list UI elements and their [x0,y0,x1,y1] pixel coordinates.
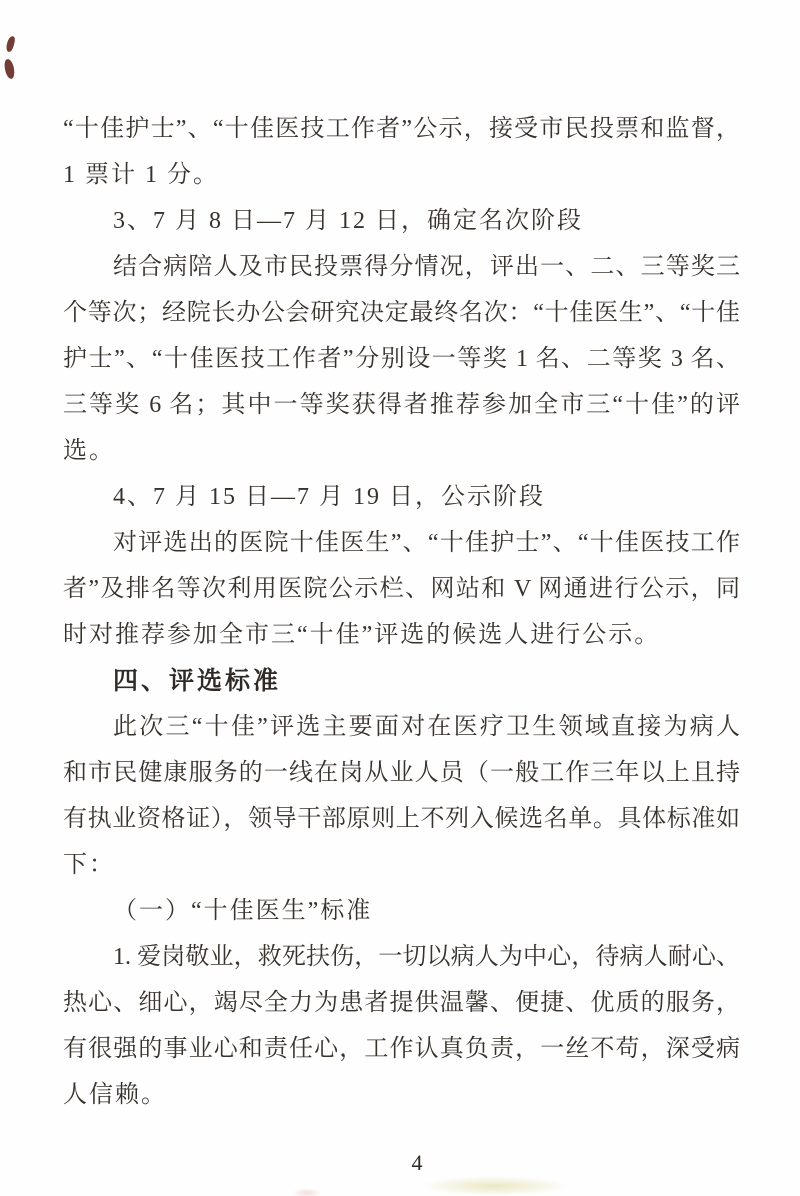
doc-line: 护士”、“十佳医技工作者”分别设一等奖 1 名、二等奖 3 名、 [63,346,740,372]
doc-line: 热心、细心，竭尽全力为患者提供温馨、便捷、优质的服务， [63,990,740,1016]
doc-line: 此次三“十佳”评选主要面对在医疗卫生领域直接为病人 [113,714,740,740]
doc-line: 时对推荐参加全市三“十佳”评选的候选人进行公示。 [63,622,661,648]
doc-line: 选。 [63,438,115,464]
text-block [63,106,740,1118]
doc-line: 1 票计 1 分。 [63,162,219,188]
doc-line: 个等次；经院长办公会研究决定最终名次：“十佳医生”、“十佳 [63,300,740,326]
doc-line: 和市民健康服务的一线在岗从业人员（一般工作三年以上且持 [63,760,740,786]
paper-stain-bottom-left [292,1188,322,1196]
doc-line: 有很强的事业心和责任心，工作认真负责，一丝不苟，深受病 [63,1036,740,1062]
doc-line: 人信赖。 [63,1082,167,1108]
doc-line: 4、7 月 15 日—7 月 19 日，公示阶段 [113,484,545,510]
doc-line: （一）“十佳医生”标准 [113,898,373,924]
ink-smudge-top-left-1 [5,35,16,52]
ink-smudge-top-left-2 [3,58,15,79]
doc-line: 1. 爱岗敬业，救死扶伤，一切以病人为中心，待病人耐心、 [113,944,740,970]
doc-line: 对评选出的医院十佳医生”、“十佳护士”、“十佳医技工作 [113,530,740,556]
paper-stain-bottom [420,1176,570,1196]
doc-line: 结合病陪人及市民投票得分情况，评出一、二、三等奖三 [113,254,740,280]
doc-line: 三等奖 6 名；其中一等奖获得者推荐参加全市三“十佳”的评 [63,392,740,418]
doc-line: 者”及排名等次利用医院公示栏、网站和 V 网通进行公示，同 [63,576,740,602]
doc-line: 四、评选标准 [113,667,282,695]
doc-line: 下： [63,852,115,878]
doc-line: 3、7 月 8 日—7 月 12 日，确定名次阶段 [113,208,583,234]
doc-line: “十佳护士”、“十佳医技工作者”公示，接受市民投票和监督， [63,116,740,142]
page-number: 4 [411,1150,423,1175]
doc-line: 有执业资格证），领导干部原则上不列入候选名单。具体标准如 [63,806,740,832]
